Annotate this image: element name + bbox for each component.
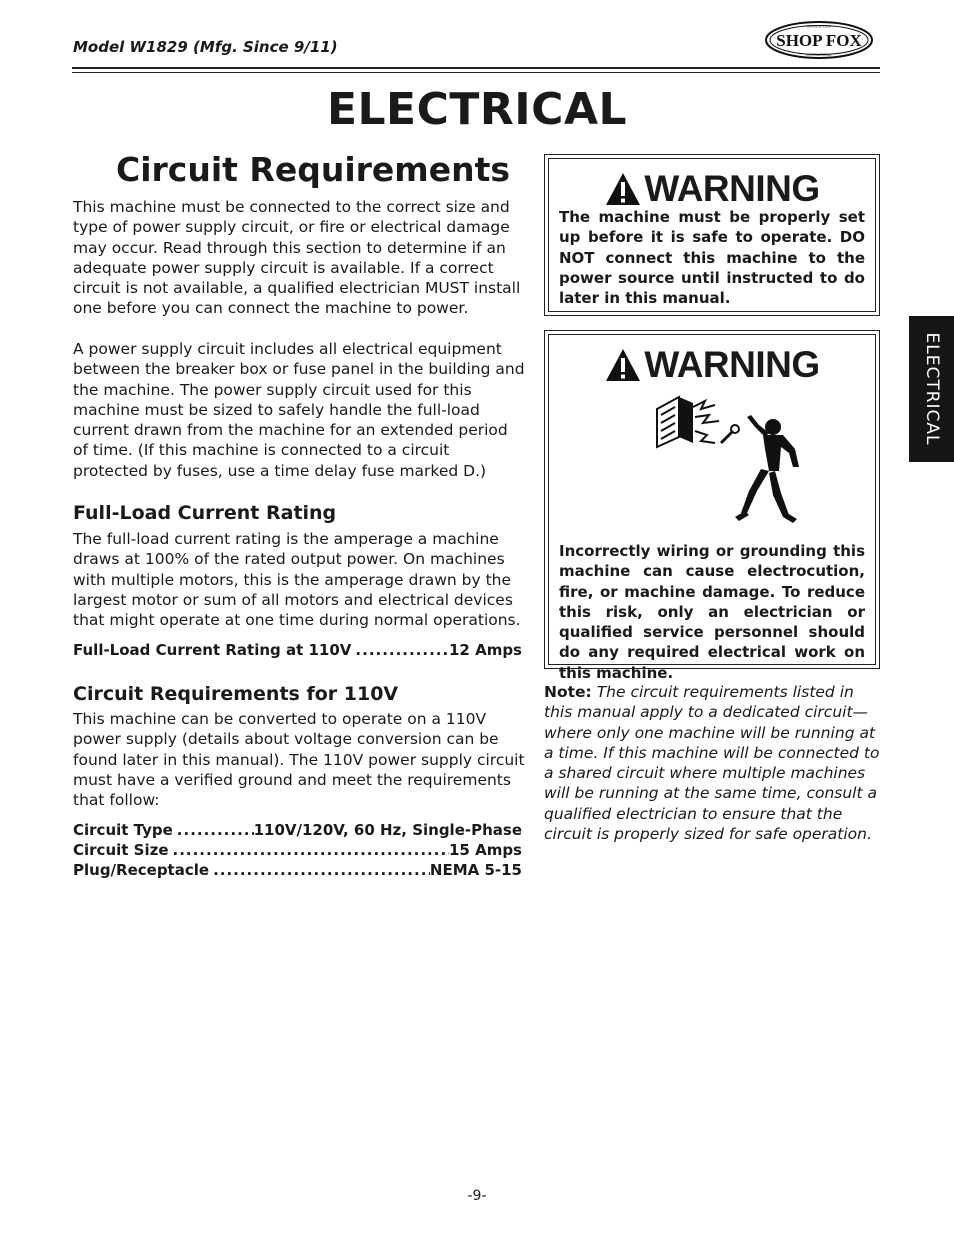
leader-dots — [169, 841, 449, 861]
alert-triangle-icon — [604, 347, 642, 383]
spec-value: NEMA 5-15 — [429, 861, 522, 879]
warning-header — [549, 343, 875, 387]
warning-text-setup: The machine must be properly set up before it is safe to operate. DO NOT connect this machine to the power source until instructed to do later in this manual. — [559, 208, 865, 308]
full-load-body: The full-load current rating is the amperage a machine draws at 100% of the rated output power. On machines with multiple motors, this is the amperage drawn by the largest motor or sum of all motors and electrical devices that might operate at one time during normal operations. — [73, 530, 521, 630]
intro-paragraph-1: This machine must be connected to the correct size and type of power supply circuit, or fire or electrical damage may occur. Read through this section to determine if an adequate power supply circuit is available. If a correct circuit is not available, a qualified electrician MUST install one before you can connect the machine to power. — [73, 198, 521, 318]
page-number: -9- — [467, 1188, 487, 1204]
warning-box-electrical — [544, 330, 880, 682]
spec-label: Full-Load Current Rating at 110V — [73, 641, 352, 659]
full-load-spec — [73, 641, 522, 661]
warning-text-electrical: Incorrectly wiring or grounding this machine can cause electrocution, fire, or machine damage. To reduce this risk, only an electrician or qualified service personnel should do any required electrical work on this machine. — [559, 542, 865, 682]
note-paragraph — [544, 682, 884, 844]
side-tab-label: ELECTRICAL — [921, 332, 942, 446]
leader-dots — [209, 861, 430, 881]
spec-label: Circuit Type — [73, 821, 173, 839]
warning-title: WARNING — [644, 168, 820, 209]
note-text: The circuit requirements listed in this manual apply to a dedicated circuit—where only one machine will be running at a time. If this machine will be connected to a shared circuit where multiple machines will be running at the same time, consult a qualified electrician to ensure that the circuit is properly sized for safe operation. — [544, 683, 880, 844]
spec-plug-receptacle — [73, 861, 522, 881]
circuit-110v-heading: Circuit Requirements for 110V — [73, 683, 399, 705]
spec-circuit-size — [73, 841, 522, 861]
model-header: Model W1829 (Mfg. Since 9/11) — [73, 38, 338, 56]
spec-value: 110V/120V, 60 Hz, Single-Phase — [253, 821, 522, 839]
warning-title: WARNING — [644, 344, 820, 385]
leader-dots — [351, 641, 449, 661]
alert-triangle-icon — [604, 171, 642, 207]
spec-circuit-type — [73, 821, 522, 841]
warning-box-setup — [544, 154, 880, 316]
header-rule-thick — [72, 67, 880, 69]
svg-text:INTERNATIONAL: INTERNATIONAL — [806, 53, 832, 57]
logo-text: SHOP FOX — [776, 31, 862, 50]
spec-label: Plug/Receptacle — [73, 861, 210, 879]
section-side-tab — [909, 316, 954, 462]
spec-value: 15 Amps — [448, 841, 522, 859]
spec-label: Circuit Size — [73, 841, 169, 859]
spec-value: 12 Amps — [448, 641, 522, 659]
header-rule-thin — [72, 72, 880, 73]
svg-text:WOODSTOCK: WOODSTOCK — [807, 24, 831, 29]
shop-fox-logo — [764, 20, 874, 60]
intro-paragraph-2: A power supply circuit includes all electrical equipment between the breaker box or fuse panel in the building and the machine. The power supply circuit used for this machine must be sized to safely handle the full-load current drawn from the machine for an extended period of time. (If this machine is connected to a circuit protected by fuses, use a time delay fuse marked D.) — [73, 340, 525, 480]
page-title: ELECTRICAL — [326, 84, 628, 135]
section-title: Circuit Requirements — [116, 150, 510, 189]
warning-header — [549, 167, 875, 211]
electrocution-illustration — [649, 387, 809, 527]
leader-dots — [173, 821, 254, 841]
circuit-110v-body: This machine can be converted to operate on a 110V power supply (details about voltage conversion can be found later in this manual). The 110V power supply circuit must have a verified ground and meet the requirements that follow: — [73, 710, 525, 810]
full-load-heading: Full-Load Current Rating — [73, 502, 337, 524]
note-label: Note: — [544, 683, 592, 701]
